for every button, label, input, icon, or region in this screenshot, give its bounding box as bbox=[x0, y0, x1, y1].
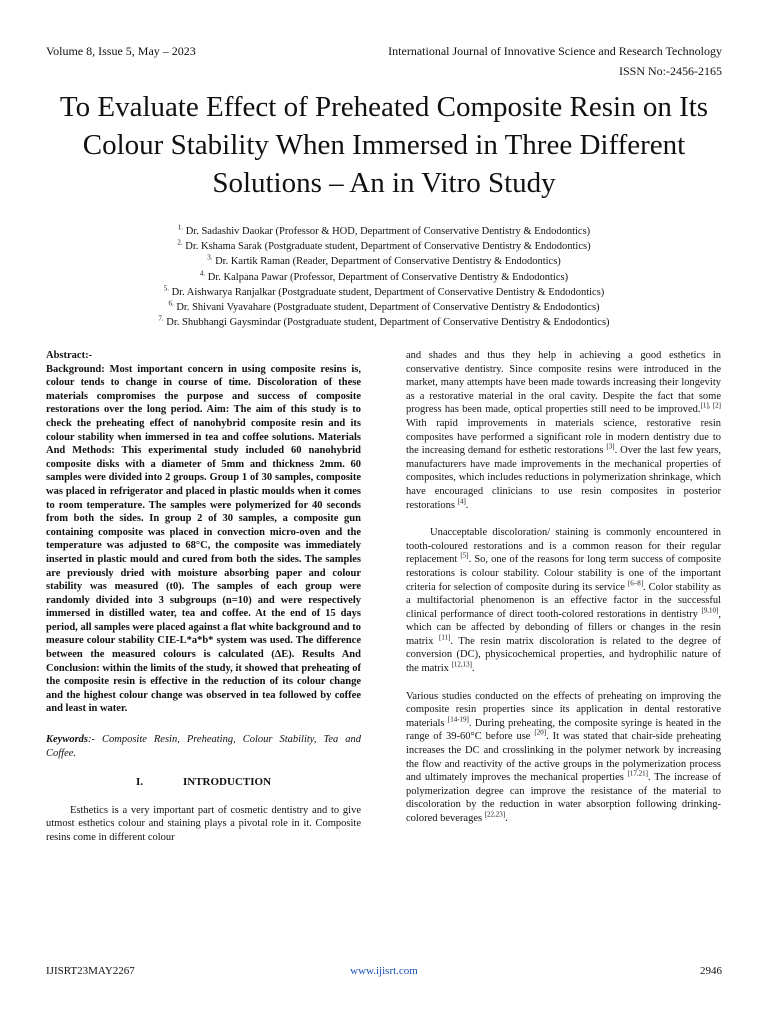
author-line: $^{6.}$ Dr. Shivani Vyavahare (Postgraduate student, Department of Conservative Dentistry & Endodontics) bbox=[168, 299, 600, 314]
journal-issn: ISSN No:-2456-2165 bbox=[618, 64, 722, 78]
abstract-heading: Abstract:- bbox=[46, 350, 93, 361]
citation: [11] bbox=[439, 633, 451, 642]
section-heading bbox=[46, 776, 361, 790]
abstract-body: Background: Most important concern in using composite resins is, colour tends to change in course of time. Discoloration of these materials compromises the purpose and success of composite restorations over the long period. Aim: The aim of this study is to check the preheating effect of nanohybrid composite resin and its colour stability when immersed in tea and coffee solutions. Materials And Methods: This experimental study included 60 nanohybrid composite disks with a diameter of 5mm and thickness 2mm. 60 samples were divided into 2 groups. Group 1 of 30 samples, composite was placed in refrigerator and placed in plastic moulds when it comes to room temperature. The samples were polymerized for 40 seconds from both the sides. In group 2 of 30 samples, a composite gun containing composite was placed in convection micro-oven and the temperature was adjusted to 68°C, the composite was immediately inserted in plastic mould and cured from both the sides. The samples are previously dried with moisture absorbing paper and colour stability was measured (t0). The samples of each group were randomly divided into 3 subgroups (n=10) and were respectively immersed in distilled water, tea and coffee. At the end of 15 days period, all samples were placed against a flat white background and to measure colour stability CIE-L*a*b* system was used. The difference between the measured colours is calculated (∆E). Results And Conclusion: within the limits of the study, it showed that preheating of the composite resin is effective in the reduction of its colour change and the highest colour change was observed in tea followed by coffee and least in water. bbox=[46, 363, 361, 715]
journal-volume: Volume 8, Issue 5, May – 2023 bbox=[46, 44, 196, 58]
right-column bbox=[406, 349, 721, 826]
author-line: $^{2.}$ Dr. Kshama Sarak (Postgraduate student, Department of Conservative Dentistry & Endodontics) bbox=[177, 238, 591, 253]
keywords-label: Keywords bbox=[46, 734, 88, 746]
paper-title: To Evaluate Effect of Preheated Composite Resin on Its Colour Stability When Immersed in Three Different Solutions – An in Vitro Study bbox=[59, 91, 709, 199]
footer-paper-id: IJISRT23MAY2267 bbox=[46, 965, 135, 977]
author-line: $^{5.}$ Dr. Aishwarya Ranjalkar (Postgraduate student, Department of Conservative Dentistry & Endodontics) bbox=[163, 284, 605, 298]
citation: [14-19] bbox=[447, 715, 469, 724]
body-paragraph: and shades and thus they help in achieving a good esthetics in conservative dentistry. Since composite resins were introduced in the market, many attempts have been made towards increasing their longevity as a restorative material in the oral cavity. Despite the fact that some progress has been made, optical properties still need to be improved.[1], [2] With rapid improvements in materials science, restorative resin composites have performed a significant role in modern dentistry due to the increasing demand for esthetic restorations [3]. Over the last few years, manufacturers have made improvements in the mechanical properties of composites, which includes reductions in polymerization shrinkage, which have encouraged clinicians to use resin composites in posterior restorations [4]. bbox=[406, 350, 721, 511]
citation: [12,13] bbox=[451, 660, 472, 669]
author-line: $^{3.}$ Dr. Kartik Raman (Reader, Department of Conservative Dentistry & Endodontics) bbox=[207, 253, 561, 268]
intro-paragraph: Esthetics is a very important part of cosmetic dentistry and to give utmost esthetics colour and staining plays a pivotal role in it. Composite resins come in different colour bbox=[46, 804, 361, 843]
keywords bbox=[46, 733, 361, 760]
body-paragraph: Various studies conducted on the effects of preheating on improving the composite resin properties since its application in dental restorative materials [14-19]. During preheating, the composite syringe is heated in the range of 39-60°C before use [20]. It was stated that chair-side preheating increases the DC and crosslinking in the polymer network by increasing the flow and reactivity of the active groups in the polymerization process and ultimately improves the mechanical properties [17,21]. The increase of polymerization degree can improve the resistance of the material to discoloration by the reduction in water absorption following drinking-colored beverages [22,23]. bbox=[406, 690, 721, 824]
author-line: $^{4.}$ Dr. Kalpana Pawar (Professor, Department of Conservative Dentistry & Endodontics) bbox=[199, 269, 569, 283]
journal-name: International Journal of Innovative Science and Research Technology bbox=[388, 44, 722, 58]
keywords-text: :- Composite Resin, Preheating, Colour Stability, Tea and Coffee. bbox=[46, 734, 361, 759]
citation: [17,21] bbox=[627, 769, 649, 778]
citation: [22,23] bbox=[484, 810, 506, 819]
citation: [6–8] bbox=[627, 579, 644, 587]
author-line: $^{7.}$ Dr. Shubhangi Gaysmindar (Postgraduate student, Department of Conservative Dentistry & Endodontics) bbox=[158, 314, 610, 329]
citation: [9,10] bbox=[701, 606, 719, 615]
author-line: $^{1.}$ Dr. Sadashiv Daokar (Professor & HOD, Department of Conservative Dentistry & Endodontics) bbox=[177, 223, 591, 237]
citation: [4] bbox=[457, 497, 466, 506]
section-title: INTRODUCTION bbox=[183, 776, 272, 789]
citation: [1], [2] bbox=[700, 401, 721, 410]
citation: [20] bbox=[534, 728, 547, 737]
section-number: I. bbox=[135, 776, 143, 789]
citation: [5] bbox=[460, 551, 469, 560]
body-paragraph: Unacceptable discoloration/ staining is commonly encountered in tooth-coloured restorations and is a common reason for their regular replacement [5]. So, one of the reasons for long term success of composite restorations is colour stability. Colour stability is one of the important criteria for selection of composite during its service [6–8]. Color stability as a multifactorial phenomenon is an effective factor in the successful clinical performance of direct tooth-colored restorations in dentistry [9,10], which can be affected by debonding of fillers or changes in the resin matrix [11]. The resin matrix discoloration is related to the degree of conversion (DC), physicochemical properties, and hydrophilic nature of the matrix [12,13]. bbox=[406, 527, 721, 675]
footer-website-link[interactable]: www.ijisrt.com bbox=[350, 965, 418, 977]
citation: [3] bbox=[606, 442, 615, 451]
author-list bbox=[40, 224, 728, 330]
left-column bbox=[46, 349, 361, 845]
page-number: 2946 bbox=[700, 965, 722, 977]
